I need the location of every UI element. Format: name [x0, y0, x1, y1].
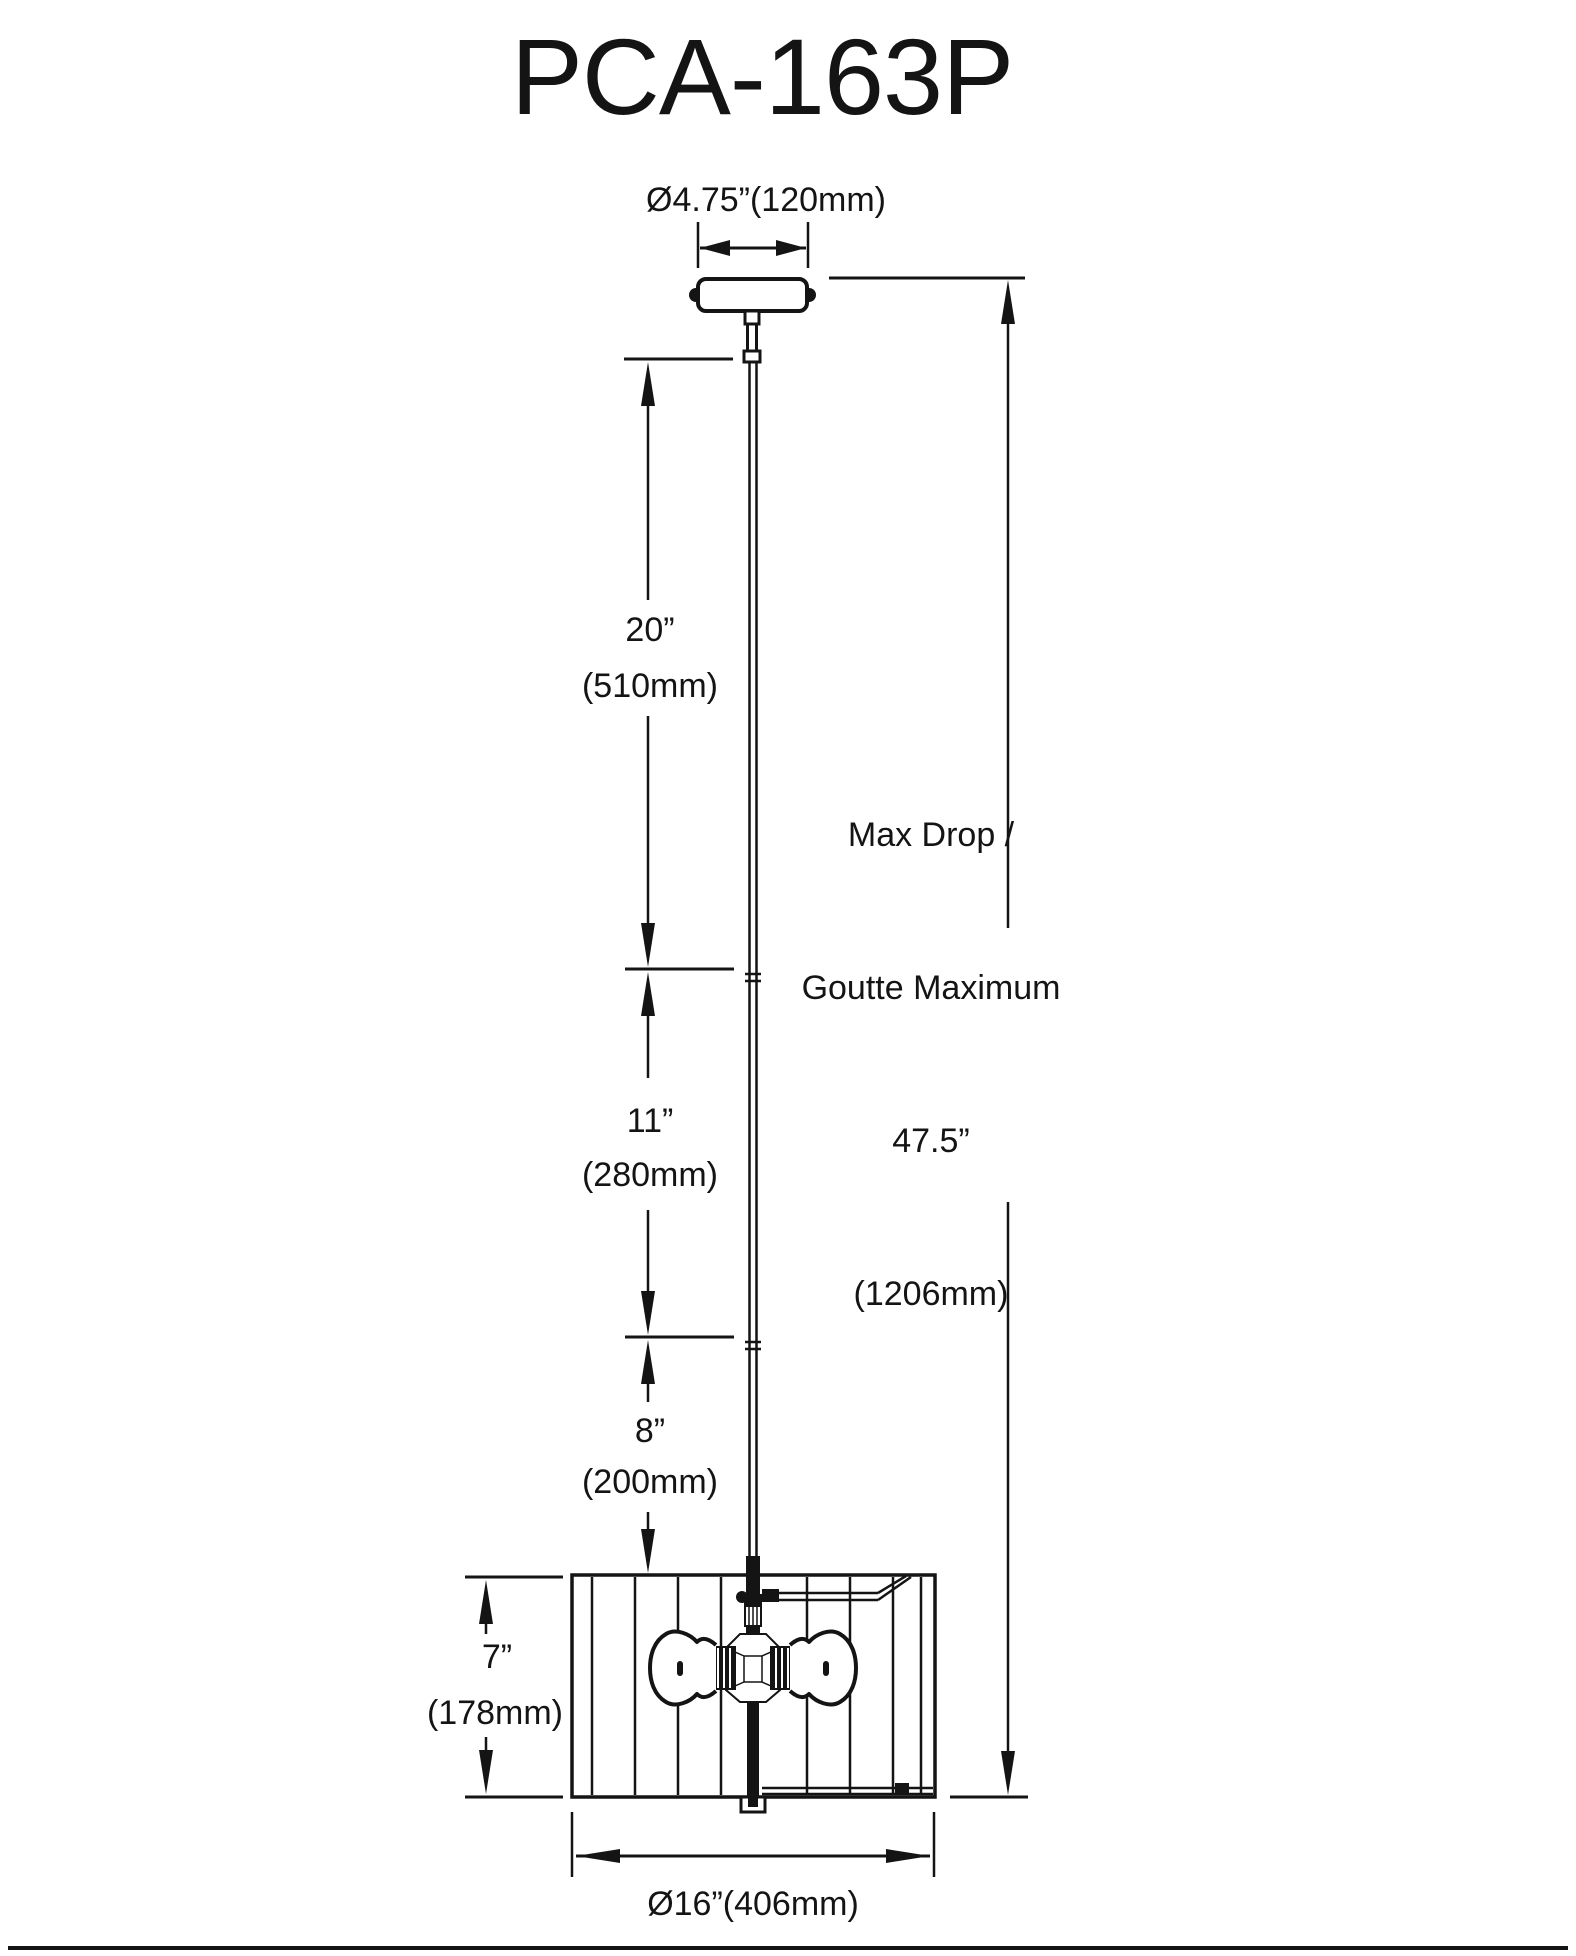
- dimension-shade-height: [465, 1577, 563, 1797]
- page-title: PCA-163P: [510, 16, 1014, 137]
- rod-lower-metric-label: (200mm): [581, 1463, 719, 1501]
- filament-mark: [677, 1661, 683, 1676]
- bulb-right: [790, 1632, 856, 1705]
- arrowhead-down-icon: [1001, 1751, 1015, 1795]
- bulb-left: [650, 1632, 716, 1705]
- rod-middle-inches-label: 11”: [626, 1102, 674, 1140]
- dimension-rod-upper: [624, 359, 734, 969]
- arrowhead-down-icon: [641, 1291, 655, 1335]
- filament-mark: [823, 1661, 829, 1676]
- arrowhead-left-icon: [576, 1849, 620, 1863]
- canopy-diameter-label: Ø4.75”(120mm): [646, 181, 886, 219]
- max-drop-inches: 47.5”: [892, 1122, 970, 1160]
- arrowhead-right-icon: [886, 1849, 930, 1863]
- max-drop-line2: Goutte Maximum: [801, 969, 1061, 1007]
- rod-lower-inches-label: 8”: [634, 1412, 666, 1450]
- arrowhead-down-icon: [479, 1750, 493, 1794]
- shade-height-inches-label: 7”: [481, 1638, 513, 1676]
- hang-rod: [745, 362, 761, 1578]
- shade-diameter-label: Ø16”(406mm): [647, 1885, 859, 1923]
- max-drop-line1: Max Drop /: [847, 816, 1015, 854]
- arrowhead-right-icon: [776, 240, 806, 256]
- dimension-rod-lower: [641, 1340, 655, 1573]
- arrowhead-down-icon: [641, 1529, 655, 1573]
- arrowhead-up-icon: [641, 1340, 655, 1384]
- canopy: [689, 279, 816, 362]
- arrowhead-up-icon: [641, 972, 655, 1016]
- arrowhead-left-icon: [700, 240, 730, 256]
- dimension-canopy-diameter: [698, 222, 808, 268]
- shade-height-metric-label: (178mm): [426, 1694, 564, 1732]
- dimension-rod-middle: [625, 972, 734, 1337]
- rod-upper-metric-label: (510mm): [581, 667, 719, 705]
- rod-middle-metric-label: (280mm): [581, 1156, 719, 1194]
- arrowhead-up-icon: [1001, 280, 1015, 324]
- rod-upper-inches-label: 20”: [625, 611, 675, 649]
- max-drop-label: [802, 708, 1061, 1422]
- arrowhead-up-icon: [641, 362, 655, 406]
- arrowhead-up-icon: [479, 1580, 493, 1624]
- max-drop-metric: (1206mm): [853, 1275, 1009, 1313]
- arrowhead-down-icon: [641, 923, 655, 967]
- dimension-shade-diameter: [572, 1812, 934, 1877]
